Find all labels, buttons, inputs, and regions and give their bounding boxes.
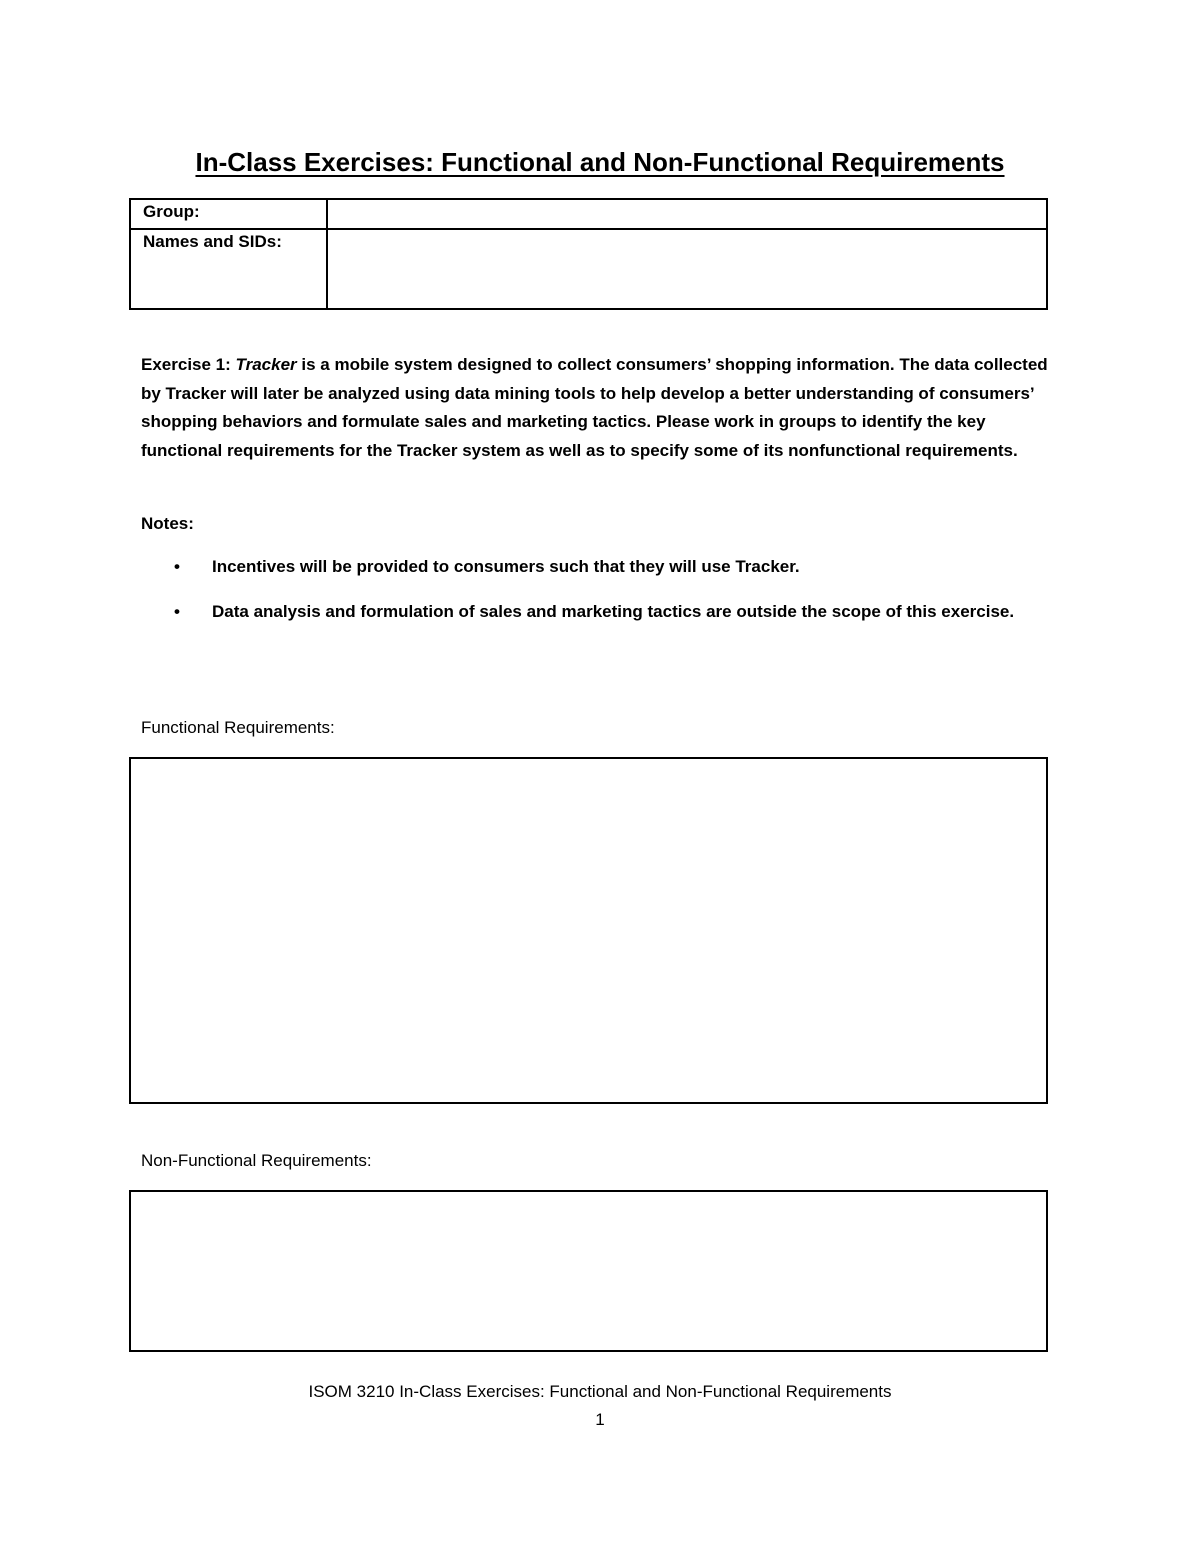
functional-requirements-box[interactable]	[129, 757, 1048, 1104]
bullet-icon: •	[174, 557, 180, 576]
page-number: 1	[595, 1410, 605, 1429]
note-text: Incentives will be provided to consumers such that they will use Tracker.	[212, 557, 800, 576]
group-row	[130, 199, 1047, 229]
page-title: In-Class Exercises: Functional and Non-Functional Requirements	[195, 147, 1005, 177]
group-field[interactable]	[327, 199, 1047, 229]
group-info-table	[129, 198, 1048, 310]
footer-course-line: ISOM 3210 In-Class Exercises: Functional and Non-Functional Requirements	[308, 1382, 892, 1401]
exercise-description	[141, 351, 1053, 465]
notes-list	[141, 553, 1041, 642]
note-text: Data analysis and formulation of sales and marketing tactics are outside the scope of this exercise.	[212, 601, 1015, 621]
names-label: Names and SIDs:	[130, 229, 327, 309]
names-field[interactable]	[327, 229, 1047, 309]
functional-requirements-label: Functional Requirements:	[141, 718, 335, 737]
exercise-label: Exercise 1:	[141, 355, 231, 374]
names-row	[130, 229, 1047, 309]
list-item	[141, 598, 1041, 627]
group-label: Group:	[130, 199, 327, 229]
exercise-text: is a mobile system designed to collect consumers’ shopping information. The data collected by Tracker will later be analyzed using data mining tools to help develop a better understanding of consumers’ shopping behaviors and formulate sales and marketing tactics. Please work in groups to identify the key functional requirements for the Tracker system as well as to specify some of its nonfunctional requirements.	[141, 355, 1048, 460]
nonfunctional-requirements-box[interactable]	[129, 1190, 1048, 1352]
system-name: Tracker	[235, 355, 297, 374]
bullet-icon: •	[174, 601, 180, 621]
nonfunctional-requirements-label: Non-Functional Requirements:	[141, 1151, 372, 1170]
list-item	[141, 553, 1041, 582]
notes-label: Notes:	[141, 514, 194, 533]
